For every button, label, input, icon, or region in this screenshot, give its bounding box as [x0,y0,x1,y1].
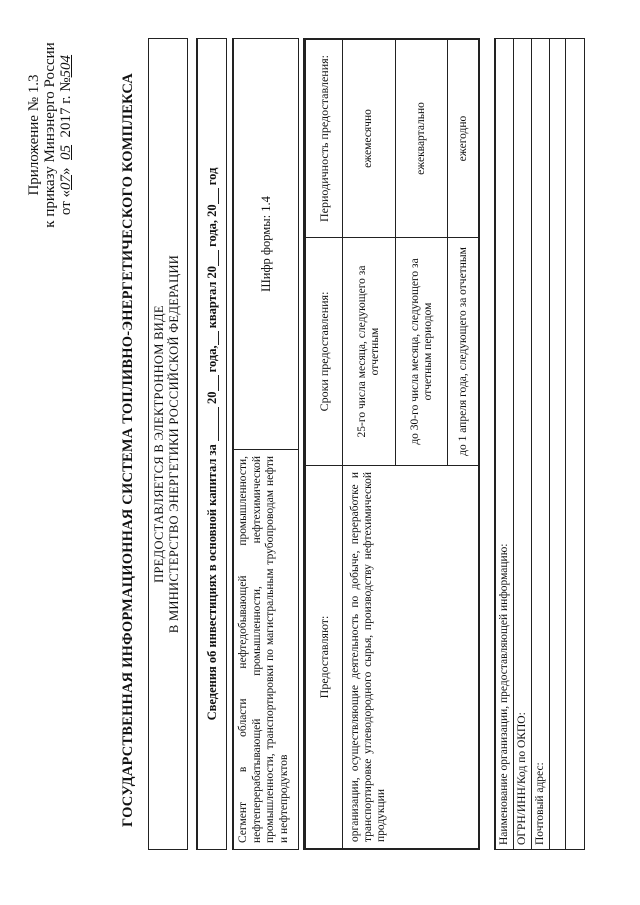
form-title-20: 20 [204,391,219,404]
order-day: 07 [58,174,74,190]
appendix-order-date [58,25,74,245]
frequency-cell: ежегодно [448,40,479,238]
form-title [196,38,227,850]
order-year: 2017 [58,107,74,138]
form-title-quarter: квартал 20 [204,266,219,329]
table-header-row [306,40,343,849]
appendix-header [26,25,74,245]
blank-field [206,331,219,345]
org-blank-row [566,39,582,849]
date-quote: » [58,167,74,175]
deadline-cell: до 1 апреля года, следующего за отчетным [448,238,479,466]
header-deadlines: Сроки предоставления: [306,238,343,466]
blank-field [206,250,219,266]
header-submitters: Предоставляют: [306,466,343,849]
frequency-cell: ежемесячно [343,40,396,238]
org-blank-row [550,39,566,849]
order-number: 504 [58,54,74,78]
appendix-number: Приложение № 1.3 [26,74,42,196]
blank-field [206,188,219,204]
order-number-prefix: г. № [58,77,74,108]
org-address-label: Почтовый адрес: [532,39,550,849]
org-name-label: Наименование организации, предоставляющей информацию: [496,39,514,849]
page-title: ГОСУДАРСТВЕННАЯ ИНФОРМАЦИОННАЯ СИСТЕМА ТОПЛИВНО-ЭНЕРГЕТИЧЕСКОГО КОМПЛЕКСА [120,73,136,827]
frequency-cell: ежеквартально [395,40,448,238]
order-month: 05 [58,144,74,160]
appendix-order-ref: к приказу Минэнерго России [42,42,58,228]
date-prefix: от « [58,189,74,216]
segment-description: Сегмент в области нефтедобывающей промышленности, нефтеперерабатывающей промышленности, нефтехимической промышленности, транспортировки по магистральным трубопроводам нефти и нефтепродуктов [234,449,298,849]
submission-line-2: В МИНИСТЕРСТВО ЭНЕРГЕТИКИ РОССИЙСКОЙ ФЕДЕРАЦИИ [167,254,181,634]
form-title-year: года, [204,345,219,373]
header-frequency: Периодичность предоставления: [306,40,343,238]
form-title-year-2: года, 20 [204,204,219,247]
submission-notice [148,38,188,850]
deadline-cell: до 30-го числа месяца, следующего за отчетным периодом [395,238,448,466]
organization-info [494,38,585,850]
blank-field [206,407,219,441]
deadline-cell: 25-го числа месяца, следующего за отчетным [343,238,396,466]
form-code: Шифр формы: 1.4 [258,196,273,292]
form-title-year-3: год [204,167,219,186]
form-title-text: Сведения об инвестициях в основной капитал за [204,444,219,721]
submitters-table [303,38,480,850]
submission-line-1: ПРЕДОСТАВЛЯЕТСЯ В ЭЛЕКТРОННОМ ВИДЕ [152,305,166,583]
table-row [343,40,396,849]
org-ogrn-label: ОГРН/ИНН/Код по ОКПО: [514,39,532,849]
blank-field [206,376,219,392]
submitters-description: организации, осуществляющие деятельность по добыче, переработке и транспортировке углеводородного сырья, производству нефтехимической продукции [343,466,479,849]
segment-table [232,38,299,850]
